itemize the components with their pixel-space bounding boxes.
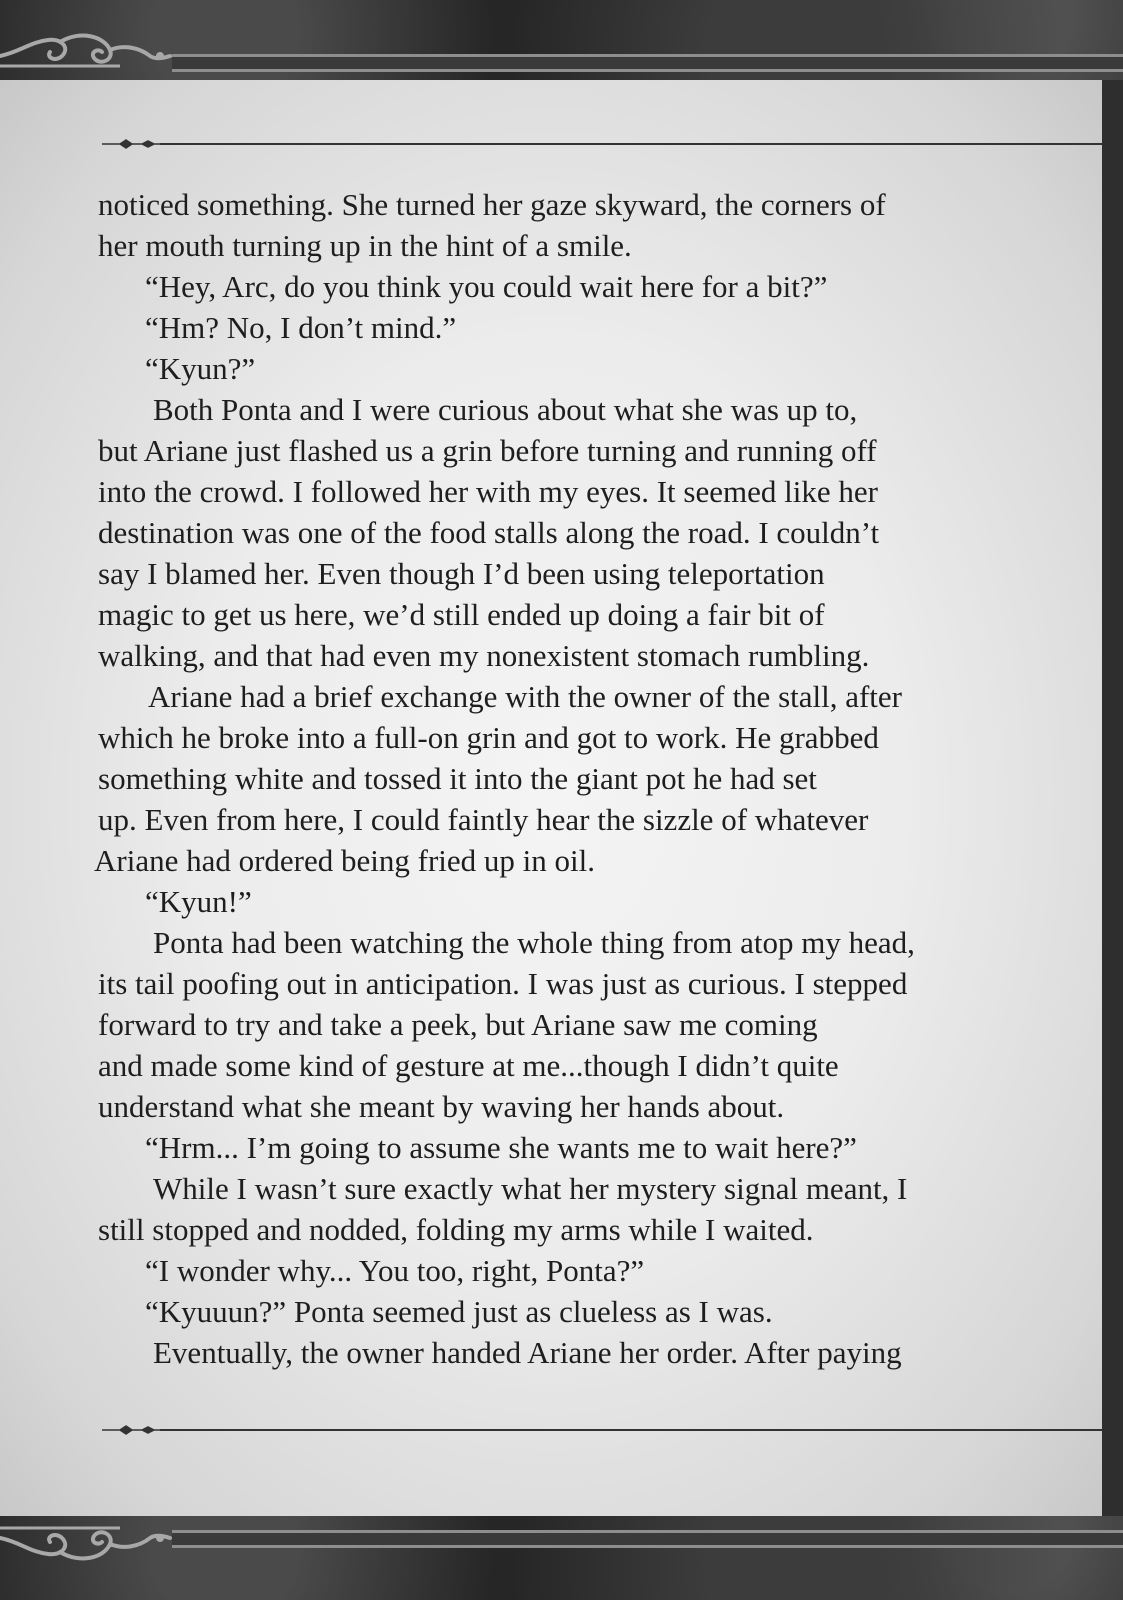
text-line: “Hey, Arc, do you think you could wait here for a bit?”: [145, 269, 828, 304]
divider-ornament-icon: [102, 1424, 162, 1436]
text-line: destination was one of the food stalls along the road. I couldn’t: [98, 515, 880, 550]
text-line: Ariane had a brief exchange with the owner of the stall, after: [148, 679, 903, 714]
text-line: Eventually, the owner handed Ariane her order. After paying: [153, 1335, 902, 1370]
bottom-frame-bar: [172, 1530, 1123, 1548]
bottom-divider: [102, 1424, 1102, 1436]
text-line: understand what she meant by waving her hands about.: [98, 1089, 785, 1124]
flourish-ornament-icon: [0, 22, 175, 82]
text-line: forward to try and take a peek, but Ariane saw me coming: [98, 1007, 818, 1042]
text-line: “Hm? No, I don’t mind.”: [145, 310, 457, 345]
text-line: but Ariane just flashed us a grin before turning and running off: [98, 433, 877, 468]
text-line: Ponta had been watching the whole thing from atop my head,: [153, 925, 915, 960]
top-frame-bar: [172, 54, 1123, 72]
flourish-ornament-icon: [0, 1516, 175, 1576]
text-line: walking, and that had even my nonexistent stomach rumbling.: [98, 638, 870, 673]
text-line: While I wasn’t sure exactly what her mystery signal meant, I: [153, 1171, 908, 1206]
bottom-frame: [0, 1516, 1123, 1600]
text-line: “Kyuuun?” Ponta seemed just as clueless as I was.: [145, 1294, 773, 1329]
top-divider: [102, 138, 1102, 150]
text-line: her mouth turning up in the hint of a smile.: [98, 228, 632, 263]
text-line: something white and tossed it into the giant pot he had set: [98, 761, 817, 796]
text-line: “Hrm... I’m going to assume she wants me to wait here?”: [145, 1130, 857, 1165]
text-line: its tail poofing out in anticipation. I was just as curious. I stepped: [98, 966, 908, 1001]
page-side-edge: [1102, 80, 1123, 1516]
text-line: and made some kind of gesture at me...though I didn’t quite: [98, 1048, 839, 1083]
text-line: into the crowd. I followed her with my eyes. It seemed like her: [98, 474, 878, 509]
top-frame: [0, 0, 1123, 80]
text-line: “Kyun!”: [145, 884, 252, 919]
text-line: “I wonder why... You too, right, Ponta?”: [145, 1253, 645, 1288]
text-line: noticed something. She turned her gaze skyward, the corners of: [98, 187, 886, 222]
text-line: magic to get us here, we’d still ended up doing a fair bit of: [98, 597, 825, 632]
text-line: Both Ponta and I were curious about what she was up to,: [153, 392, 858, 427]
text-line: Ariane had ordered being fried up in oil.: [94, 843, 595, 878]
text-line: up. Even from here, I could faintly hear the sizzle of whatever: [98, 802, 869, 837]
text-line: “Kyun?”: [145, 351, 256, 386]
divider-ornament-icon: [102, 138, 162, 150]
text-line: say I blamed her. Even though I’d been using teleportation: [98, 556, 825, 591]
text-line: which he broke into a full-on grin and got to work. He grabbed: [98, 720, 879, 755]
text-line: still stopped and nodded, folding my arms while I waited.: [98, 1212, 814, 1247]
